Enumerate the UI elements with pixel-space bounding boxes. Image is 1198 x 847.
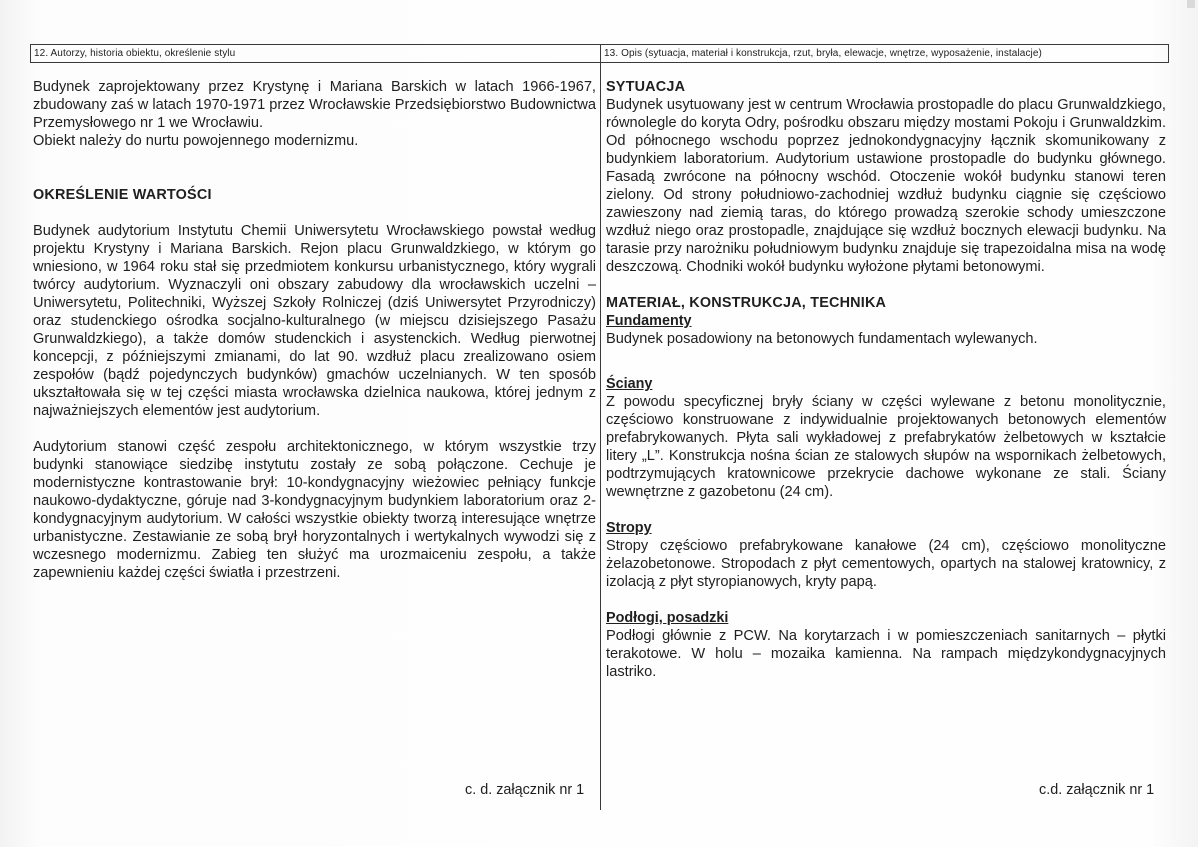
right-column <box>606 78 1166 681</box>
floors-text: Podłogi głównie z PCW. Na korytarzach i w pomieszczeniach sanitarnych – płytki terakotowe. W holu – mozaika kamienna. Na rampach międzykondygnacyjnych lastriko. <box>606 628 1166 680</box>
material-heading: MATERIAŁ, KONSTRUKCJA, TECHNIKA <box>606 295 887 311</box>
ceilings-heading: Stropy <box>606 520 652 536</box>
values-heading: OKREŚLENIE WARTOŚCI <box>33 187 212 203</box>
ceilings-text: Stropy częściowo prefabrykowane kanałowe (24 cm), częściowo monolityczne żelazobetonowe. Stropodach z płyt cementowych, opartych na stalowej kratownicy, z izolacją z płyt styropianowych, kryty papą. <box>606 538 1166 590</box>
form-header-row <box>30 44 1169 63</box>
section-13-title: 13. Opis (sytuacja, materiał i konstrukcja, rzut, bryła, elewacje, wnętrze, wyposażenie, instalacje) <box>604 48 1042 59</box>
foundations-heading: Fundamenty <box>606 313 692 329</box>
style-note: Obiekt należy do nurtu powojennego modernizmu. <box>33 133 359 149</box>
walls-heading: Ściany <box>606 376 653 392</box>
scan-corner-mark <box>1187 0 1195 8</box>
situation-heading: SYTUACJA <box>606 79 686 95</box>
floors-heading: Podłogi, posadzki <box>606 610 729 626</box>
situation-text: Budynek usytuowany jest w centrum Wrocławia prostopadle do placu Grunwaldzkiego, równolegle do koryta Odry, pośrodku obszaru między mostami Pokoju i Grunwaldzkim. Od północnego wschodu poprzez jednokondygnacyjny łącznik skomunikowany z budynkiem laboratorium. Audytorium ustawione prostopadle do budynku głównego. Fasadą zwrócone na północny wschód. Otoczenie wokół budynku stanowi teren zielony. Od strony południowo-zachodniej wzdłuż budynku ciągnie się częściowo zawieszony nad ziemią taras, do którego prowadzą szerokie schody umieszczone wzdłuż niego oraz prostopadle, znajdujące się wzdłuż bocznych elewacji budynku. Na tarasie przy narożniku południowym budynku znajduje się trapezoidalna misa na wodę deszczową. Chodniki wokół budynku wyłożone płytami betonowymi. <box>606 97 1166 275</box>
intro-paragraph: Budynek zaprojektowany przez Krystynę i Mariana Barskich w latach 1966-1967, zbudowany zaś w latach 1970-1971 przez Wrocławskie Przedsiębiorstwo Budownictwa Przemysłowego nr 1 we Wrocławiu. <box>33 79 596 131</box>
right-attachment-note: c.d. załącznik nr 1 <box>1039 782 1155 798</box>
left-column <box>33 78 596 582</box>
section-12-title: 12. Autorzy, historia obiektu, określenie stylu <box>31 45 601 62</box>
values-paragraph-2: Audytorium stanowi część zespołu architektonicznego, w którym wszystkie trzy budynki stanowiące siedzibę instytutu zostały ze sobą połączone. Cechuje je modernistyczne kontrastowanie brył: 10-kondygnacyjny wieżowiec pełniący funkcje naukowo-dydaktyczne, góruje nad 3-kondygnacyjnym budynkiem laboratorium oraz 2-kondygnacyjnym audytorium. W całości wszystkie obiekty tworzą interesujące wnętrze urbanistyczne. Zestawianie ze sobą brył horyzontalnych i wertykalnych wywodzi się z wczesnego modernizmu. Zabieg ten służyć ma urozmaiceniu zespołu, a także zapewnieniu każdej części światła i przestrzeni. <box>33 439 596 581</box>
left-attachment-note: c. d. załącznik nr 1 <box>465 782 585 798</box>
foundations-text: Budynek posadowiony na betonowych fundamentach wylewanych. <box>606 331 1038 347</box>
walls-text: Z powodu specyficznej bryły ściany w części wylewane z betonu monolitycznie, częściowo konstruowane z indywidualnie projektowanych betonowych elementów prefabrykowanych. Płyta sali wykładowej z prefabrykatów żelbetowych w kształcie litery „L”. Konstrukcja nośna ścian ze stalowych słupów na wspornikach żelbetowych, podtrzymujących kratownicowe przekrycie dachowe wykonane ze stali. Ściany wewnętrzne z gazobetonu (24 cm). <box>606 394 1166 500</box>
values-paragraph-1: Budynek audytorium Instytutu Chemii Uniwersytetu Wrocławskiego powstał według projektu Krystyny i Mariana Barskich. Rejon placu Grunwaldzkiego, w którym go wniesiono, w 1964 roku stał się przedmiotem konkursu urbanistycznego, który wygrali twórcy audytorium. Wyznaczyli oni obszary zabudowy dla wrocławskich uczelni – Uniwersytetu, Politechniki, Wyższej Szkoły Rolniczej (dziś Uniwersytet Przyrodniczy) oraz studenckiego ośrodka socjalno-kulturalnego (w miejscu dzisiejszego Pasażu Grunwaldzkiego), a także domów studenckich i asystenckich. Według pierwotnej koncepcji, z późniejszymi zmianami, do lat 90. wzdłuż placu zrealizowano osiem zespołów (bądź pojedynczych budynków) gmachów uczelnianych. W ten sposób ukształtowała się w tej części miasta wrocławska dzielnica naukowa, której jednym z najważniejszych elementów jest audytorium. <box>33 223 596 419</box>
column-divider <box>600 63 601 810</box>
